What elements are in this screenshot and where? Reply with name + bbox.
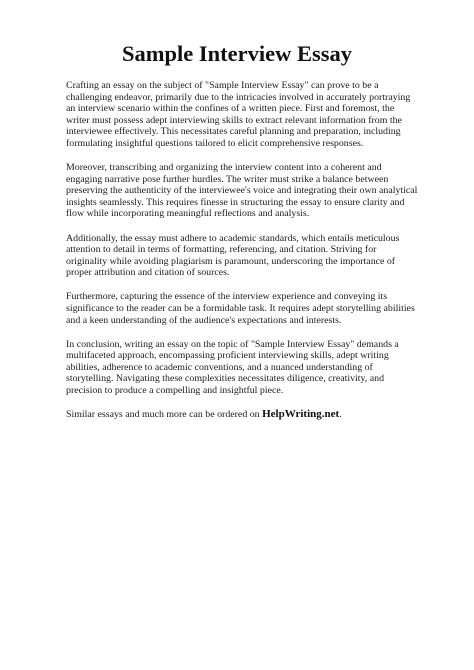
paragraph-4: Furthermore, capturing the essence of the interview experience and conveying its significance to the reader can be a formidable task. It requires adept storytelling abilities and a keen understanding of the audience's expectations and interests. [66,291,415,326]
paragraph-5: In conclusion, writing an essay on the topic of "Sample Interview Essay" demands a multifaceted approach, encompassing proficient interviewing skills, adept writing abilities, adherence to academic conventions, and a nuanced understanding of storytelling. Navigating these complexities necessitates diligence, creativity, and precision to produce a compelling and insightful piece. [66,338,399,397]
paragraph-2: Moreover, transcribing and organizing the interview content into a coherent and engaging narrative pose further hurdles. The writer must strike a balance between preserving the authenticity of the interviewee's voice and integrating their own analytical insights seamlessly. This requires finesse in structuring the essay to ensure clarity and flow while incorporating meaningful reflections and analysis. [66,162,418,220]
document-title: Sample Interview Essay [122,41,352,66]
paragraph-1: Crafting an essay on the subject of "Sample Interview Essay" can prove to be a challenging endeavor, primarily due to the intricacies involved in accurately portraying an interview scenario within the confines of a written piece. First and foremost, the writer must possess adept interviewing skills to extract relevant information from the interviewee effectively. This necessitates careful planning and preparation, including formulating insightful questions tailored to elicit comprehensive responses. [66,80,411,149]
paragraph-3: Additionally, the essay must adhere to academic standards, which entails meticulous attention to detail in terms of formatting, referencing, and citation. Striving for originality while avoiding plagiarism is paramount, underscoring the importance of proper attribution and citation of sources. [66,232,400,279]
footer-text: Similar essays and much more can be ordered on [66,409,263,421]
footer-line [66,409,418,421]
document-body [66,80,418,433]
helpwriting-link[interactable]: HelpWriting.net [262,408,340,421]
footer-period: . [339,409,342,421]
